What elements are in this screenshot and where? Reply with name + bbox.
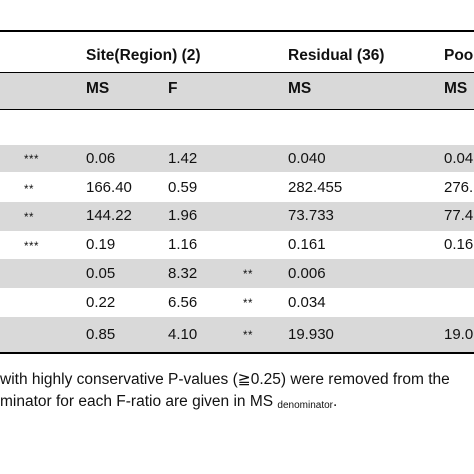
row-band-7 xyxy=(0,317,474,352)
subheader-ms-pooled: MS xyxy=(444,80,468,97)
table-row-3-site-ms: 144.22 xyxy=(86,207,132,224)
table-row-2-significance: ** xyxy=(24,184,34,196)
table-row-1-significance: *** xyxy=(24,154,39,166)
table-row-3-significance: ** xyxy=(24,212,34,224)
table-row-4-residual-ms: 0.161 xyxy=(288,236,326,253)
table-row-5-site-f: 8.32 xyxy=(168,265,198,282)
table-row-6-f-significance: ** xyxy=(243,298,253,310)
row-band-1 xyxy=(0,145,474,172)
table-row-1-site-ms: 0.06 xyxy=(86,150,116,167)
table-row-6-site-ms: 0.22 xyxy=(86,294,116,311)
table-row-4-pooled-ms: 0.16 xyxy=(444,236,474,253)
footnote-line-1: with highly conservative P-values (≧0.25) were removed from the xyxy=(0,371,450,388)
header-pooled: Poo xyxy=(444,47,474,64)
footnote-line-2-end: . xyxy=(333,393,338,410)
header-residual: Residual (36) xyxy=(288,47,385,64)
top-rule xyxy=(0,30,474,32)
subheader-ms-residual: MS xyxy=(288,80,312,97)
table-row-5-residual-ms: 0.006 xyxy=(288,265,326,282)
table-row-2-site-ms: 166.40 xyxy=(86,179,132,196)
table-row-1-residual-ms: 0.040 xyxy=(288,150,326,167)
header-subrow-band xyxy=(0,72,474,109)
table-row-7-f-significance: ** xyxy=(243,330,253,342)
table-row-5-site-ms: 0.05 xyxy=(86,265,116,282)
table-row-2-pooled-ms: 276. xyxy=(444,179,474,196)
table-row-4-site-f: 1.16 xyxy=(168,236,198,253)
table-row-7-site-f: 4.10 xyxy=(168,326,198,343)
table-row-2-residual-ms: 282.455 xyxy=(288,179,343,196)
header-subrow-top-rule xyxy=(0,72,474,73)
table-row-3-pooled-ms: 77.4 xyxy=(444,207,474,224)
table-row-6-residual-ms: 0.034 xyxy=(288,294,326,311)
table-row-5-f-significance: ** xyxy=(243,269,253,281)
footnote-line-2-text: minator for each F-ratio are given in MS xyxy=(0,393,274,410)
table-row-2-site-f: 0.59 xyxy=(168,179,198,196)
header-bottom-rule xyxy=(0,109,474,110)
table-row-3-site-f: 1.96 xyxy=(168,207,198,224)
row-band-5 xyxy=(0,259,474,288)
row-band-3 xyxy=(0,202,474,231)
table-row-4-significance: *** xyxy=(24,241,39,253)
table-row-1-site-f: 1.42 xyxy=(168,150,198,167)
header-site-region: Site(Region) (2) xyxy=(86,47,201,64)
footnote-line-2 xyxy=(0,392,337,416)
table-row-1-pooled-ms: 0.04 xyxy=(444,150,474,167)
subheader-f-site: F xyxy=(168,80,178,97)
table-row-7-pooled-ms: 19.0 xyxy=(444,326,474,343)
table-row-6-site-f: 6.56 xyxy=(168,294,198,311)
table-row-7-residual-ms: 19.930 xyxy=(288,326,334,343)
subheader-ms-site: MS xyxy=(86,80,110,97)
table-row-7-site-ms: 0.85 xyxy=(86,326,116,343)
footnote-ms-subscript: denominator xyxy=(277,400,333,411)
table-row-3-residual-ms: 73.733 xyxy=(288,207,334,224)
table-row-4-site-ms: 0.19 xyxy=(86,236,116,253)
table-bottom-rule xyxy=(0,352,474,354)
